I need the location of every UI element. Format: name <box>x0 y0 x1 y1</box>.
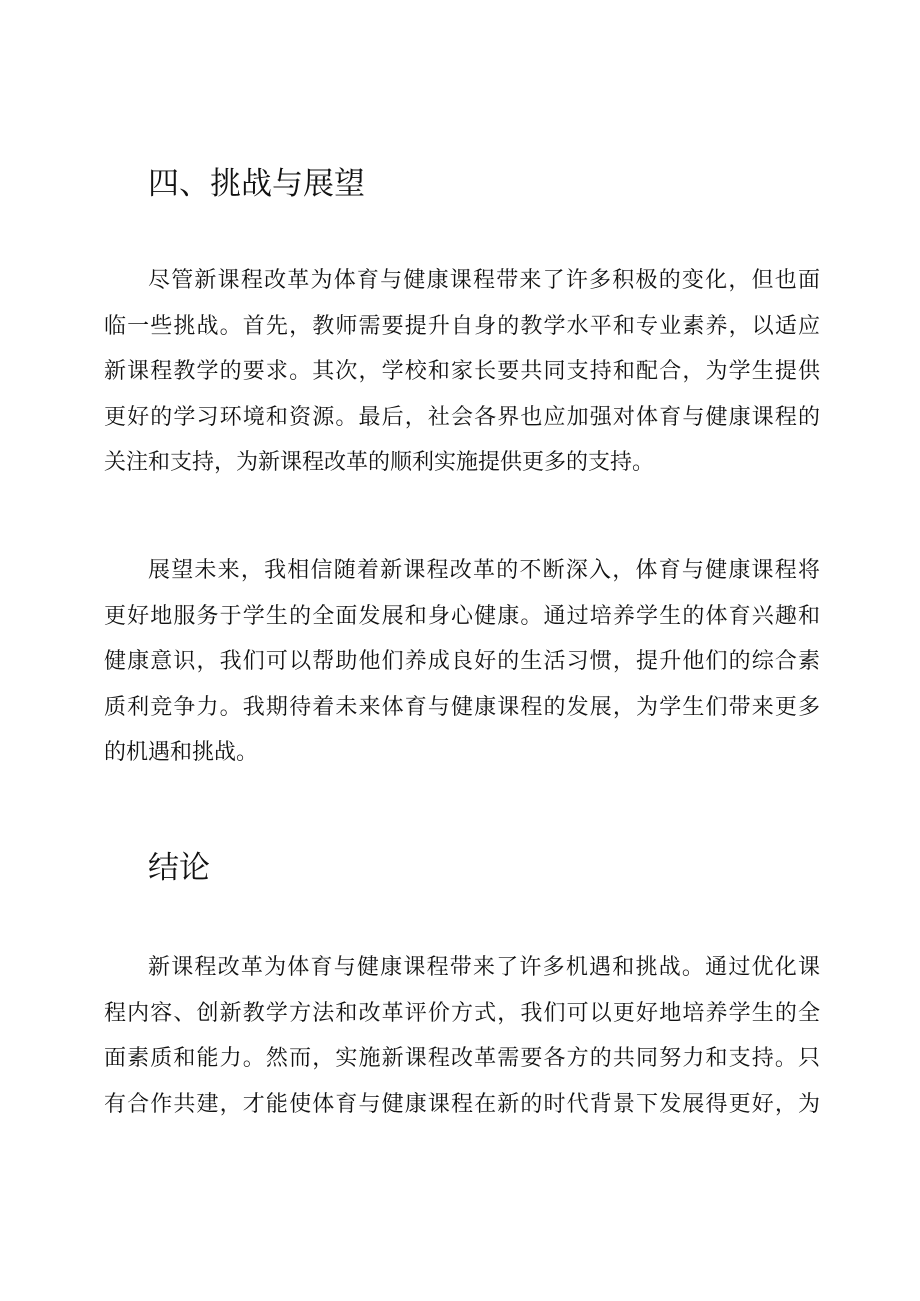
paragraph-conclusion <box>104 945 820 1127</box>
paragraph-line: 的机遇和挑战。 <box>104 740 259 765</box>
section-heading-conclusion: 结论 <box>148 850 210 886</box>
paragraph-line: 有合作共建，才能使体育与健康课程在新的时代背景下发展得更好，为 <box>104 1091 820 1117</box>
paragraph-line: 关注和支持，为新课程改革的顺利实施提供更多的支持。 <box>104 450 655 475</box>
section-heading-challenges: 四、挑战与展望 <box>148 166 365 202</box>
paragraph-challenges <box>104 258 820 486</box>
paragraph-line: 质利竞争力。我期待着未来体育与健康课程的发展，为学生们带来更多 <box>104 694 820 720</box>
paragraph-line: 面素质和能力。然而，实施新课程改革需要各方的共同努力和支持。只 <box>104 1046 820 1071</box>
paragraph-line: 健康意识，我们可以帮助他们养成良好的生活习惯，提升他们的综合素 <box>104 649 820 674</box>
paragraph-outlook <box>104 548 820 776</box>
paragraph-line: 尽管新课程改革为体育与健康课程带来了许多积极的变化，但也面 <box>148 268 820 293</box>
paragraph-line: 临一些挑战。首先，教师需要提升自身的教学水平和专业素养，以适应 <box>104 313 820 339</box>
paragraph-line: 更好地服务于学生的全面发展和身心健康。通过培养学生的体育兴趣和 <box>104 603 820 629</box>
paragraph-line: 展望未来，我相信随着新课程改革的不断深入，体育与健康课程将 <box>148 558 820 583</box>
paragraph-line: 新课程改革为体育与健康课程带来了许多机遇和挑战。通过优化课 <box>148 955 820 980</box>
paragraph-line: 程内容、创新教学方法和改革评价方式，我们可以更好地培养学生的全 <box>104 1000 820 1026</box>
paragraph-line: 更好的学习环境和资源。最后，社会各界也应加强对体育与健康课程的 <box>104 404 820 430</box>
paragraph-line: 新课程教学的要求。其次，学校和家长要共同支持和配合，为学生提供 <box>104 359 820 384</box>
